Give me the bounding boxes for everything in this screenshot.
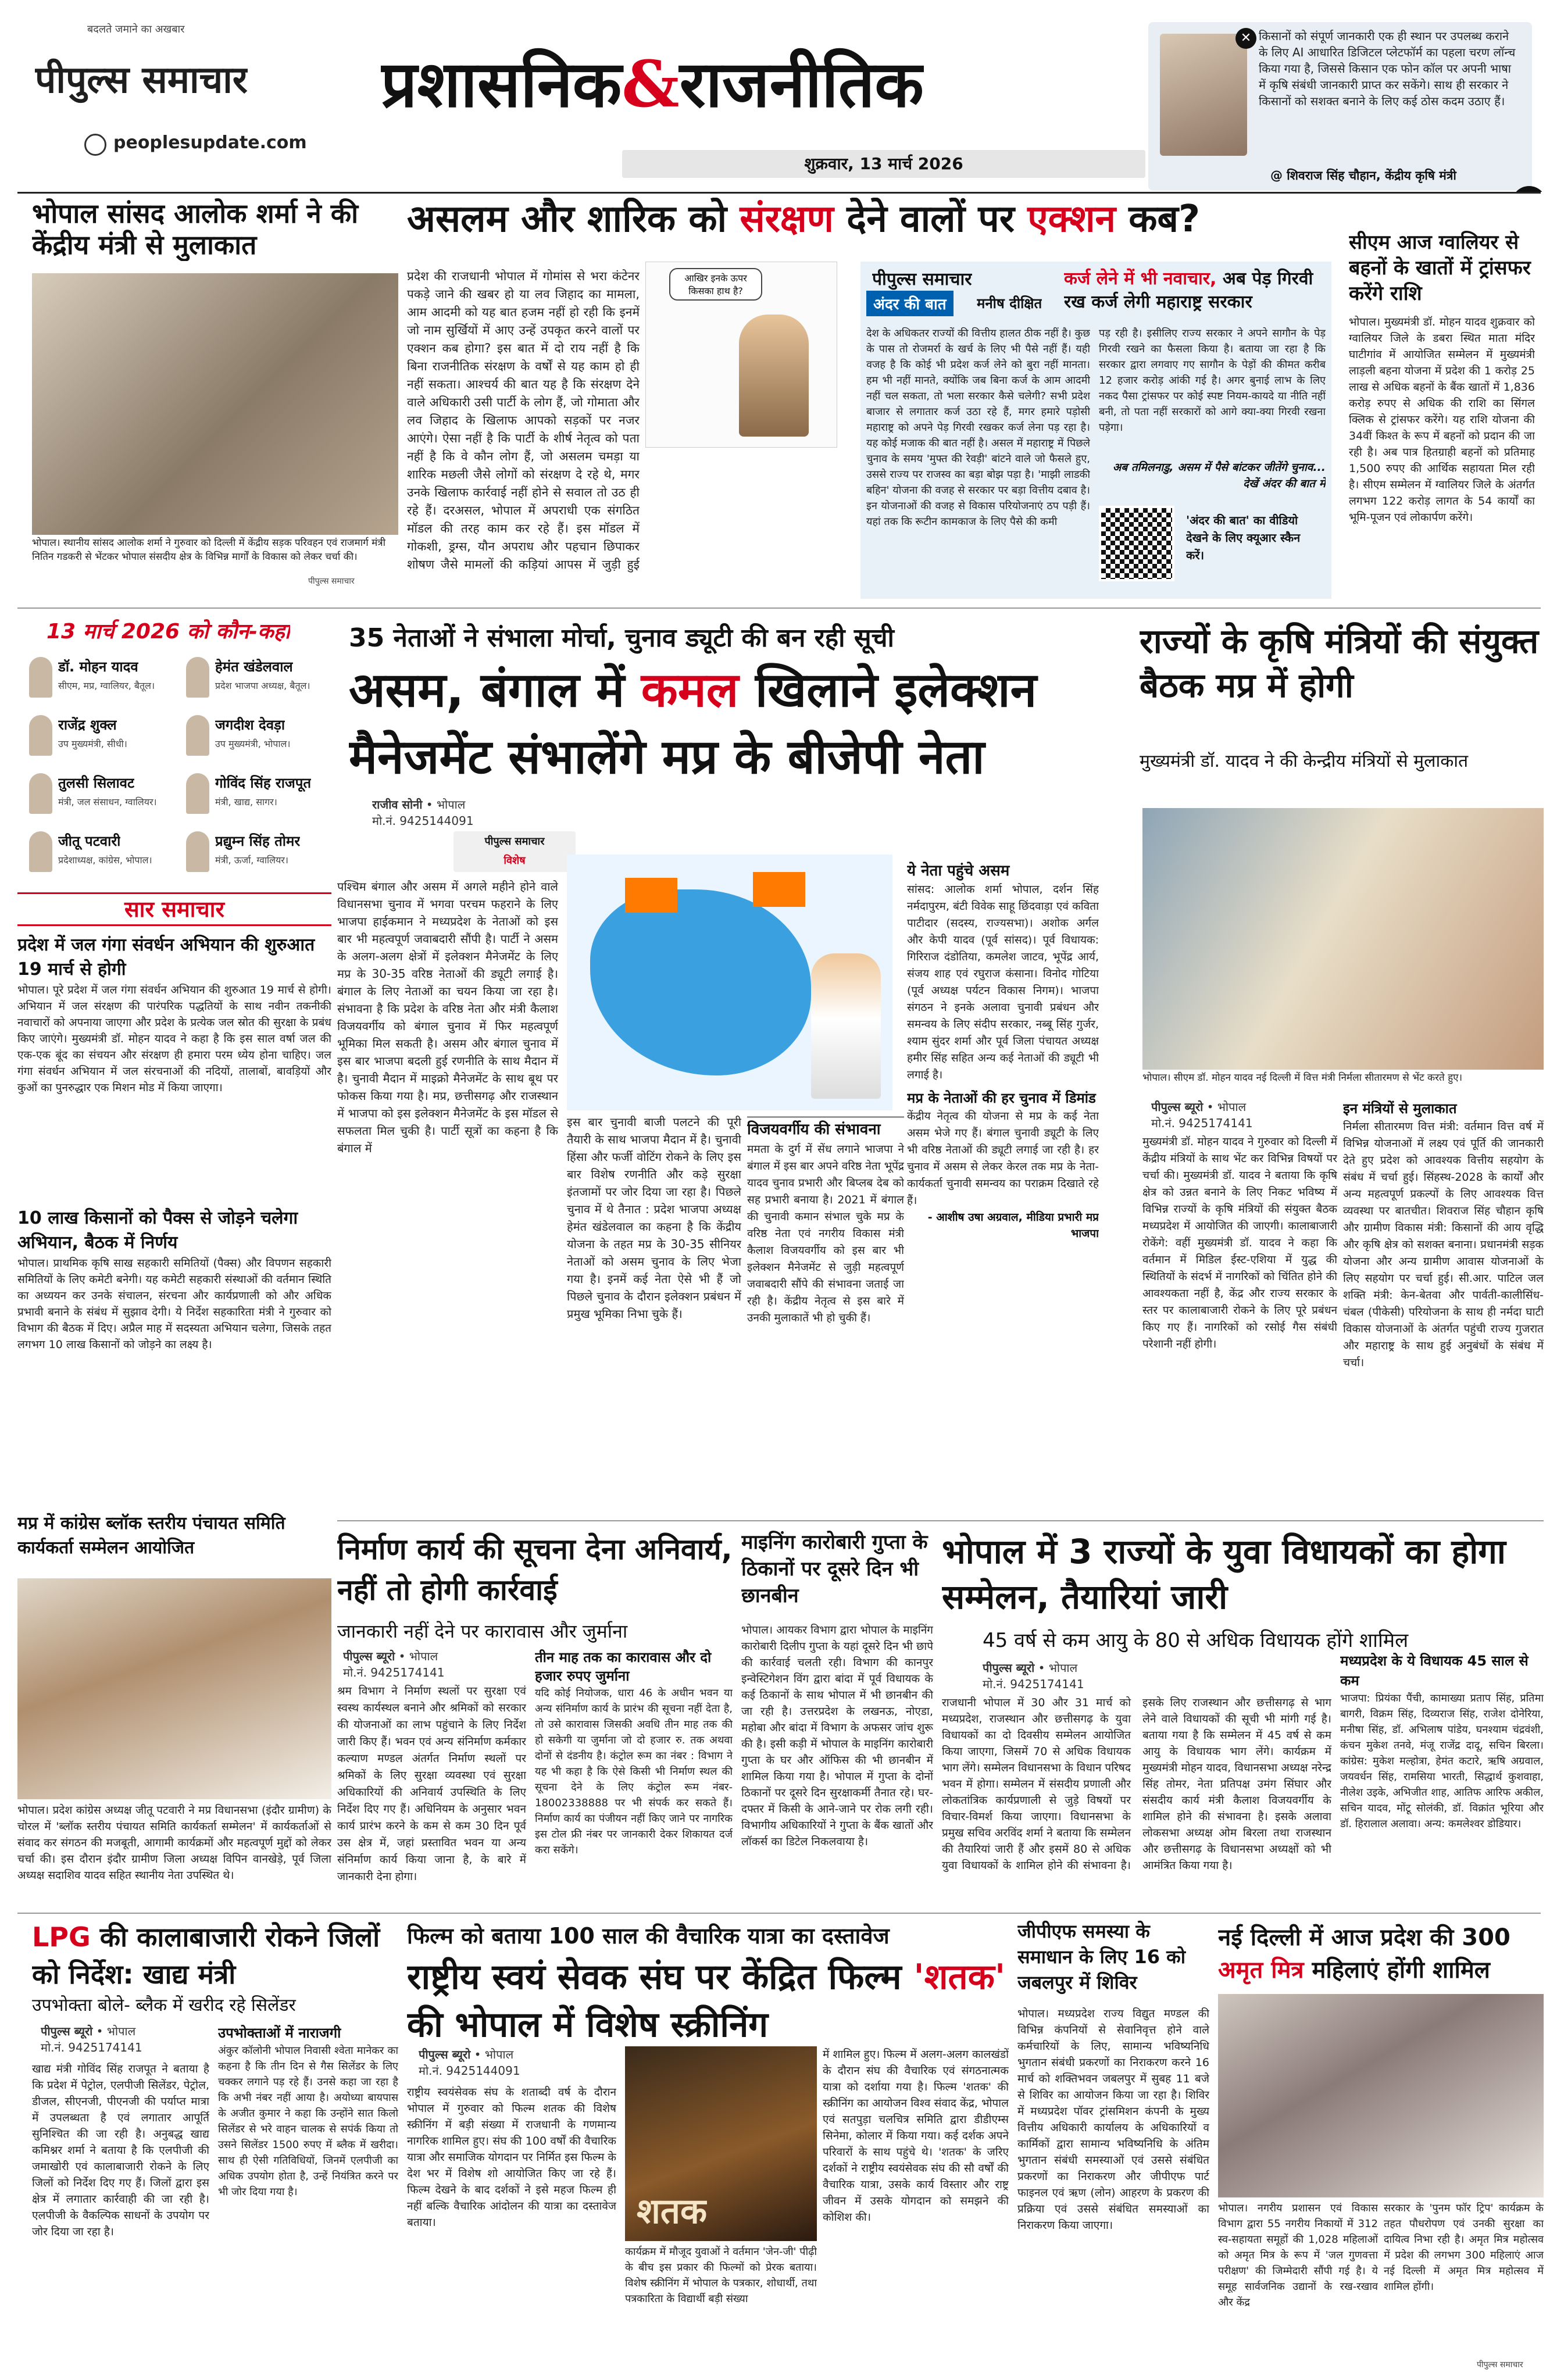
film-poster bbox=[625, 2046, 817, 2241]
schedule-place: प्रदेश भाजपा अध्यक्ष, बैतूल। bbox=[215, 680, 310, 691]
masthead bbox=[0, 0, 1557, 192]
rule-bottom-section bbox=[17, 1913, 1541, 1914]
amrit-caption: भोपाल। नगरीय प्रशासन एवं विकास विभाग द्वारा 55 नगरीय निकायों में 312 स्व-सहायता समूहों की 1,028 महिलाओं को अमृत मित्र के रूप में 'जल गुणवत्ता परीक्षण' की जिम्मेदारी सौंपी गई है। ये समूह सार्वजनिक उद्यानों के रख-रखाव और केंद्र bbox=[1218, 2202, 1378, 2308]
lead-badge-brand: पीपुल्स समाचार bbox=[484, 835, 545, 848]
s1-photo bbox=[32, 273, 398, 535]
lead-city: भोपाल bbox=[436, 798, 466, 812]
amrit-headline bbox=[1218, 1921, 1544, 1986]
sar-item-body: भोपाल। प्रदेश कांग्रेस अध्यक्ष जीतू पटवारी ने मप्र विधानसभा (इंदौर ग्रामीण) के चोरल में 'ब्लॉक स्तरीय पंचायत समिति कार्यकर्ता सम्मेलन' में कार्यकर्ताओं से संवाद कर संगठन की मजबूती, आगामी कार्यक्रमों और महत्वपूर्ण मुद्दों को लेकर चर्चा की। इस दौरान इंदौर ग्रामीण जिला अध्यक्ष विपिन वानखेड़े, पूर्व जिला अध्यक्ष सदाशिव यादव सहित स्थानीय नेता उपस्थित थे। bbox=[17, 1804, 331, 1882]
minister-photo bbox=[1160, 34, 1247, 156]
lead-headline bbox=[349, 657, 1099, 791]
amrit-headline-part2: अमृत मित्र bbox=[1218, 1957, 1304, 1984]
india-map-shape bbox=[590, 889, 811, 1075]
lead-phone: मो.नं. 9425144091 bbox=[372, 814, 474, 828]
s2-headline bbox=[407, 198, 1331, 242]
person-icon bbox=[186, 773, 209, 814]
lpg-box-body: अंकुर कॉलोनी भोपाल निवासी श्वेता मानेकर का कहना है कि तीन दिन से गैस सिलेंडर के लिए चक्कर लगाने पड़ रहे हैं। उनसे कहा जा रहा है कि अभी नंबर नहीं आया है। अयोध्या बायपास के अजीत कुमार ने कहा कि उन्होंने सात किलो सिलेंडर से भरे वाहन चालक से सपंर्क किया तो उसने सिलेंडर 1500 रुपए में ब्लैक में खरीदा। साथ ही ऐसी गतिविधियों, जिनमें एलपीजी का अधिक उपयोग होता है, उन्हें नियंत्रित करने पर भी जोर दिया गया है। bbox=[218, 2045, 398, 2198]
agri-body: मुख्यमंत्री डॉ. मोहन यादव ने गुरुवार को दिल्ली में केंद्रीय मंत्रियों के साथ भेंट कर विभिन्न विषयों पर चर्चा की। मुख्यमंत्री डॉ. यादव ने बताया कि कृषि क्षेत्र को उन्नत बनाने के लिए निकट भविष्य में विभिन्न राज्यों के कृषि मंत्रियों की संयुक्त बैठक मध्यप्रदेश में आयोजित की जाएगी। कालाबाजारी रोकेंगे: वहीं मुख्यमंत्री डॉ. यादव ने कहा कि वर्तमान में मिडिल ईस्ट-एशिया में युद्ध की स्थितियों के संदर्भ में नागरिकों को चिंतित होने की आवश्यकता नहीं है, केंद्र और राज्य सरकार के स्तर पर कालाबाजारी रोकने के लिए पूरे प्रबंधन किए गए हैं। नागरिकों को रसोई गैस संबंधी परेशानी नहीं होगी। bbox=[1142, 1135, 1337, 1350]
youth-headline: भोपाल में 3 राज्यों के युवा विधायकों का होगा सम्मेलन, तैयारियां जारी bbox=[942, 1532, 1506, 1617]
person-icon bbox=[29, 831, 52, 872]
nirman-box-title: तीन माह तक का कारावास और दो हजार रुपए जुर्माना bbox=[535, 1649, 712, 1684]
schedule-item bbox=[29, 715, 186, 767]
issue-date: शुक्रवार, 13 मार्च 2026 bbox=[804, 154, 963, 173]
agri-byline: पीपुल्स ब्यूरो • भोपाल मो.नं. 9425174141 bbox=[1151, 1100, 1253, 1130]
website-link[interactable]: peoplesupdate.com bbox=[113, 133, 307, 153]
lpg-city: भोपाल bbox=[106, 2024, 136, 2038]
youth-body: राजधानी भोपाल में 30 और 31 मार्च को मध्यप्रदेश, राजस्थान और छत्तीसगढ़ के युवा विधायकों का दो दिवसीय सम्मेलन आयोजित किया जाएगा, जिसमें 70 से अधिक विधायक भाग लेंगे। सम्मेलन विधानसभा के विधान परिषद भवन में होगा। सम्मेलन में संसदीय प्रणाली और लोकतांत्रिक कार्यप्रणाली से जुड़े विषयों पर विचार-विमर्श किया जाएगा। विधानसभा के प्रमुख सचिव अरविंद शर्मा ने बताया कि सम्मेलन की तैयारियां जारी हैं और इसमें 80 से अधिक युवा विधायकों के शामिल होने की संभावना है। इसके लिए राजस्थान और छत्तीसगढ़ से भाग लेने वाले विधायकों की सूची भी मांगी गई है। बताया गया है कि सम्मेलन में 45 वर्ष से कम आयु के विधायक भाग लेंगे। कार्यक्रम में मुख्यमंत्री मोहन यादव, विधानसभा अध्यक्ष नरेन्द्र सिंह तोमर, नेता प्रतिपक्ष उमंग सिंघार और संसदीय कार्य मंत्री कैलाश विजयवर्गीय के शामिल होने की संभावना है। इसके अलावा लोकसभा अध्यक्ष ओम बिरला तथा राजस्थान और छत्तीसगढ़ के विधानसभा अध्यक्षों को भी आमंत्रित किया गया है। bbox=[942, 1696, 1331, 1872]
nirman-box bbox=[535, 1648, 733, 1907]
person-icon bbox=[29, 657, 52, 698]
film-byline: पीपुल्स ब्यूरो • भोपाल मो.नं. 9425144091 bbox=[419, 2047, 520, 2078]
schedule-item bbox=[29, 831, 186, 884]
lead-headline-part1: असम, बंगाल में bbox=[349, 663, 641, 718]
schedule-place: मंत्री, जल संसाधन, ग्वालियर। bbox=[58, 796, 157, 807]
lpg-headline bbox=[32, 1918, 398, 1993]
lpg-box bbox=[218, 2023, 398, 2369]
lead-demand-by: - आशीष उषा अग्रवाल, मीडिया प्रभारी मप्र भाजपा bbox=[927, 1211, 1099, 1240]
film-body-1: राष्ट्रीय स्वयंसेवक संघ के शताब्दी वर्ष के दौरान भोपाल में गुरुवार को फिल्म शतक की विशेष स्क्रीनिंग में बड़ी संख्या में राजधानी के गणमान्य नागरिक शामिल हुए। संघ की 100 वर्षों की वैचारिक यात्रा और समाजिक योगदान पर निर्मित इस फिल्म के देश भर में विशेष शो आयोजित किए जा रहे हैं। फिल्म देखने के बाद दर्शकों ने इसे महज फिल्म ही नहीं बल्कि वैचारिक आंदोलन की यात्रा का दस्तावेज बताया। bbox=[407, 2086, 616, 2229]
lpg-byline-name: पीपुल्स ब्यूरो bbox=[41, 2024, 93, 2038]
schedule-place: मंत्री, खाद्य, सागर। bbox=[215, 796, 277, 807]
s1-credit: पीपुल्स समाचार bbox=[308, 577, 355, 586]
agri-caption: भोपाल। सीएम डॉ. मोहन यादव नई दिल्ली में वित्त मंत्री निर्मला सीतारमण से भेंट करते हुए। bbox=[1142, 1071, 1544, 1085]
agri-meet-title: इन मंत्रियों से मुलाकात bbox=[1343, 1100, 1457, 1117]
schedule-name: जगदीश देवड़ा bbox=[215, 717, 285, 733]
s2-headline-part3: देने वालों पर bbox=[833, 198, 1028, 241]
schedule-place: प्रदेशाध्यक्ष, कांग्रेस, भोपाल। bbox=[58, 855, 152, 866]
youth-sub: 45 वर्ष से कम आयु के 80 से अधिक विधायक होंगे शामिल bbox=[983, 1629, 1409, 1652]
gpf-body: भोपाल। मध्यप्रदेश राज्य विद्युत मण्डल की विभिन्न कंपनियों से सेवानिवृत्त होने वाले कर्मचारियों के लिए, सामान्य भविष्यनिधि भुगतान संबंधी प्रकरणों का निराकरण करने 16 मार्च को शक्तिभवन जबलपुर में सुबह 11 बजे से शिविर का आयोजन किया जा रहा है। शिविर में मध्यप्रदेश पॉवर ट्रांसमिशन कंपनी के मुख्य वित्तीय अधिकारी कार्यालय के अधिकारियों व कार्मिकों द्वारा सामान्य भविष्यनिधि के अंतिम भुगतान संबंधी समस्याओं एवं उससे संबंधित प्रकरणों का निराकरण और जीपीएफ पार्ट फाइनल एवं ऋण (लोन) आहरण के प्रकरण की प्रक्रिया एवं उससे संबंधित समस्याओं का निराकरण किया जाएगा। bbox=[1017, 2007, 1209, 2232]
schedule-item bbox=[186, 773, 343, 826]
youth-byline: पीपुल्स ब्यूरो • भोपाल मो.नं. 9425174141 bbox=[983, 1661, 1084, 1691]
s2-cartoon-figure bbox=[739, 315, 809, 437]
amrit-headline-part1: नई दिल्ली में आज प्रदेश की 300 bbox=[1218, 1924, 1510, 1951]
date-bar bbox=[622, 150, 1145, 178]
schedule-name: प्रद्युम्न सिंह तोमर bbox=[215, 833, 301, 849]
mining-body: भोपाल। आयकर विभाग द्वारा भोपाल के माइनिंग कारोबारी दिलीप गुप्ता के यहां दूसरे दिन भी छापे की कार्रवाई चलती रही। विभाग की कानपुर इन्वेस्टिगेशन विंग द्वारा बांदा में पूर्व विधायक के कई ठिकानों के साथ भोपाल में भी छानबीन की जा रही है। उत्तरप्रदेश के लखनऊ, नोएडा, महोबा और बांदा में विभाग के अफसर जांच शुरू की है। इसी कड़ी में भोपाल के माइनिंग कारोबारी गुप्ता के घर और ऑफिस की भी छानबीन में शामिल किया गया है। भोपाल में गुप्ता के दोनों ठिकानों पर दूसरे दिन सुरक्षाकर्मी तैनात रहे। घर-दफ्तर में किसी के आने-जाने पर रोक लगी रही। विभागीय अधिकारियों ने गुप्ता के बैंक खातों और लॉकर्स का डिटेल निकलवाया है। bbox=[741, 1624, 933, 1848]
section-title bbox=[381, 41, 924, 128]
schedule-item bbox=[186, 715, 343, 767]
nirman-phone: मो.नं. 9425174141 bbox=[343, 1666, 445, 1679]
sar-item-body: भोपाल। पूरे प्रदेश में जल गंगा संवर्धन अभियान की शुरुआत 19 मार्च से होगी। अभियान में जल संरक्षण की पारंपरिक पद्धतियों के साथ नवीन तकनीकी नवाचारों को अपनाया जाएगा और प्रदेश के प्रत्येक जल स्रोत की सुरक्षा के प्रबंध किए जाएंगे। मुख्यमंत्री डॉ. मोहन यादव ने कहा है कि इस साल वर्षा जल की एक-एक बूंद का संचयन और संरक्षण ही हमारा परम ध्येय होना चाहिए। जल गंगा संवर्धन अभियान में जल संरचनाओं की नदियों, तालाबों, बावड़ियों और कुओं का पुनरुद्धार एक मिशन मोड में किया जाएगा। bbox=[17, 984, 331, 1094]
nirman-city: भोपाल bbox=[409, 1649, 438, 1663]
youth-city: भोपाल bbox=[1048, 1661, 1078, 1675]
s3-headline bbox=[1064, 267, 1326, 314]
nirman-body: श्रम विभाग ने निर्माण स्थलों पर सुरक्षा एवं स्वस्थ कार्यस्थल बनाने और श्रमिकों को सरकार की योजनाओं का लाभ पहुंचाने के लिए निर्देश जारी किए हैं। भवन एवं अन्य संनिर्माण कर्मकार कल्याण मण्डल अंतर्गत निर्माण स्थलों पर श्रमिकों के लिए सुरक्षा व्यवस्था एवं सुरक्षा अधिकारियों की अनिवार्य उपस्थिति के लिए निर्देश दिए गए हैं। अधिनियम के अनुसार भवन कार्य प्रारंभ करने के कम से कम 30 दिन पूर्व उस क्षेत्र में, जहां प्रस्तावित भवन या अन्य संनिर्माण कार्य किया जाना है, के बारे में जानकारी देना होगा। bbox=[337, 1685, 526, 1883]
cartoon-figure bbox=[811, 953, 881, 1099]
agri-photo bbox=[1142, 808, 1544, 1070]
agri-headline: राज्यों के कृषि मंत्रियों की संयुक्त बैठक मप्र में होगी bbox=[1140, 621, 1539, 705]
sar-item bbox=[17, 933, 331, 1195]
quote-box bbox=[1148, 22, 1532, 191]
sar-item-head: 10 लाख किसानों को पैक्स से जोड़ने चलेगा अभियान, बैठक में निर्णय bbox=[17, 1208, 298, 1253]
s2-body: प्रदेश की राजधानी भोपाल में गोमांस से भरा कंटेनर पकड़े जाने की खबर हो या लव जिहाद का मामला, आम आदमी को यह बात हजम नहीं हो रही कि इनमें जो नाम सुर्खियों में आए उन्हें उपकृत करने वालों पर एक्शन कब होगा? इस बात में दो राय नहीं है कि बिना राजनीतिक संरक्षण के वर्षों से यह काम हो ही नहीं सकता। आश्चर्य की बात यह है कि संरक्षण देने वाले अधिकारी उसी पार्टी के लोग हैं, जो गोमाता और लव जिहाद के खिलाफ आपको सड़कों पर नजर आएंगे। ऐसा नहीं है कि पार्टी के शीर्ष नेतृत्व को पता नहीं है कि वे कौन लोग हैं, जो असलम चमड़ा या शारिक मछली जैसे लोगों को संरक्षण दे रहे थे, मगर उनके खिलाफ कार्रवाई नहीं होने से सवाल तो उठ ही रहे हैं। दरअसल, भोपाल में अपराधी एक संगठित मॉडल की तरह काम कर रहे हैं। इस मॉडल में गोकशी, ड्रग्स, यौन अपराध और पहचान छिपाकर शोषण जैसे मामलों की कड़ियां आपस में जुड़ी हुई bbox=[407, 269, 640, 571]
youth-list-box bbox=[1340, 1651, 1544, 1910]
s3-brand: पीपुल्स समाचार bbox=[872, 269, 972, 290]
s1-caption: भोपाल। स्थानीय सांसद आलोक शर्मा ने गुरुवार को दिल्ली में केंद्रीय सड़क परिवहन एवं राजमार्ग मंत्री नितिन गडकरी से भेंटकर भोपाल संसदीय क्षेत्र के विभिन्न मार्गों के विकास को लेकर चर्चा की। bbox=[32, 536, 398, 564]
schedule-place: सीएम, मप्र, ग्वालियर, बैतूल। bbox=[58, 680, 155, 691]
schedule-name: डॉ. मोहन यादव bbox=[58, 659, 138, 675]
lead-cartoon-map bbox=[567, 855, 892, 1110]
lead-assam-box bbox=[907, 860, 1099, 1517]
s3-body-2: पड़ रही है। इसीलिए राज्य सरकार ने अपने सागौन के पेड़ गिरवी रखने का फैसला किया है। बताया जा रहा है कि सरकार द्वारा लगवाए गए सागौन के पेड़ों की कीमत करीब 12 हजार करोड़ आंकी गई है। अगर बुनाई लाभ के लिए नकद पैसा ट्रांसफर पर कोई स्पष्ट नियम-कायदे या नीति नहीं बनी, तो पता नहीं सरकारों को आगे क्या-क्या गिरवी रखना पड़ेगा। bbox=[1099, 327, 1326, 434]
agri-meet-box bbox=[1343, 1099, 1544, 1514]
youth-list-title: मध्यप्रदेश के ये विधायक 45 साल से कम bbox=[1340, 1653, 1529, 1689]
youth-phone: मो.नं. 9425174141 bbox=[983, 1677, 1084, 1691]
sar-title: सार समाचार bbox=[17, 892, 331, 926]
sar-item-body: भोपाल। प्राथमिक कृषि साख सहकारी समितियों (पैक्स) और विपणन सहकारी समितियों के लिए कमेटी बनेगी। यह कमेटी सहकारी संस्थाओं की वर्तमान स्थिति का अध्ययन कर उनके संचालन, संरचना और कार्यप्रणाली को और अधिक प्रभावी बनाने के संबंध में सुझाव देगी। ये निर्देश सहकारिता मंत्री ने गुरुवार को विभाग की बैठक में दिए। अप्रैल माह में सदस्यता अभियान चलेगा, जिसके तहत लगभग 10 लाख किसानों को जोड़ने का लक्ष्य है। bbox=[17, 1257, 331, 1351]
film-headline-part2: 'शतक' bbox=[913, 1957, 1006, 1997]
bjp-flag-icon bbox=[753, 872, 805, 907]
film-byline-name: पीपुल्स ब्यूरो bbox=[419, 2047, 471, 2061]
schedule-item bbox=[29, 657, 186, 709]
s3-qr-note: 'अंदर की बात' का वीडियो देखने के लिए क्यूआर स्कैन करें। bbox=[1186, 513, 1301, 562]
schedule-name: गोविंद सिंह राजपूत bbox=[215, 775, 312, 791]
mining-headline: माइनिंग कारोबारी गुप्ता के ठिकानों पर दूसरे दिन भी छानबीन bbox=[741, 1531, 928, 1607]
amrit-photo bbox=[1218, 1994, 1544, 2197]
s3-tag: अंदर की बात bbox=[866, 291, 954, 316]
rule-top-section bbox=[17, 607, 1541, 609]
schedule-name: राजेंद्र शुक्ल bbox=[58, 717, 117, 733]
sar-item bbox=[17, 1511, 331, 1575]
youth-byline-name: पीपुल्स ब्यूरो bbox=[983, 1661, 1035, 1675]
person-icon bbox=[186, 715, 209, 756]
sar-item-head: प्रदेश में जल गंगा संवर्धन अभियान की शुरुआत 19 मार्च से होगी bbox=[17, 935, 315, 980]
film-poster-title: शतक bbox=[637, 2191, 708, 2232]
film-city: भोपाल bbox=[484, 2047, 514, 2061]
s3-headline-part1: कर्ज लेने में भी नवाचार, bbox=[1064, 269, 1223, 289]
s2-headline-part5: कब? bbox=[1115, 198, 1201, 241]
lead-body-1: पश्चिम बंगाल और असम में अगले महीने होने वाले विधानसभा चुनाव में भगवा परचम फहराने के लिए भाजपा हाईकमान ने मध्यप्रदेश के नेताओं को इस बार भी महत्वपूर्ण जवाबदारी सौंपी है। पार्टी ने असम के अलग-अलग क्षेत्रों में इलेक्शन मैनेजमेंट के लिए मप्र के 30-35 वरिष्ठ नेताओं की ड्यूटी लगाई है। बंगाल के लिए नेताओं का चयन किया जा रहा है। संभावना है कि प्रदेश के वरिष्ठ नेता और मंत्री कैलाश विजयवर्गीय को बंगाल चुनाव में फिर महत्वपूर्ण भूमिका मिल सकती है। असम और बंगाल चुनाव में इस बार भाजपा बदली हुई रणनीति के साथ मैदान में है। चुनावी मैदान में माइक्रो मैनेजमेंट के साथ बूथ पर फोकस किया गया है। मप्र, छत्तीसगढ़ और राजस्थान में भाजपा को इस इलेक्शन मैनेजमेंट के इस मॉडल से सफलता मिल चुकी है। पार्टी सूत्रों का कहना है कि बंगाल में bbox=[337, 880, 558, 1155]
agri-phone: मो.नं. 9425174141 bbox=[1151, 1116, 1253, 1130]
lead-side-title: विजयवर्गीय की संभावना bbox=[747, 1121, 881, 1138]
lead-badge-sub: विशेष bbox=[503, 855, 526, 867]
quote-text: किसानों को संपूर्ण जानकारी एक ही स्थान पर उपलब्ध कराने के लिए AI आधारित डिजिटल प्लेटफॉर्म का पहला चरण लॉन्च किया गया है, जिससे किसान एक फोन कॉल पर अपनी भाषा में कृषि संबंधी जानकारी प्राप्त कर सकेंगे। साथ ही सरकार ने किसानों को सशक्त बनाने के लिए कई ठोस कदम उठाए हैं। bbox=[1259, 29, 1516, 108]
agri-sub: मुख्यमंत्री डॉ. यादव ने की केन्द्रीय मंत्रियों से मुलाकात bbox=[1140, 751, 1469, 771]
agri-byline-name: पीपुल्स ब्यूरो bbox=[1151, 1100, 1204, 1114]
s2-headline-part4: एक्शन bbox=[1027, 198, 1116, 241]
film-caption: कार्यक्रम में मौजूद युवाओं ने वर्तमान 'जेन-जी' पीढ़ी के बीच इस प्रकार की फिल्मों को प्रेरक बताया। विशेष स्क्रीनिंग में भोपाल के पत्रकार, शोधार्थी, तथा पत्रकारिता के विद्यार्थी बड़ी संख्या bbox=[625, 2246, 817, 2305]
schedule-item bbox=[29, 773, 186, 826]
schedule-name: तुलसी सिलावट bbox=[58, 775, 135, 791]
lpg-body: खाद्य मंत्री गोविंद सिंह राजपूत ने बताया है कि प्रदेश में पेट्रोल, एलपीजी सिलेंडर, पेट्रोल, डीजल, सीएनजी, पीएनजी की पर्याप्त मात्रा में उपलब्धता है एवं लगातार आपूर्ति सुनिश्चित की जा रही है। अनुबद्ध खाद्य कमिश्नर शर्मा ने बताया है कि एलपीजी की जमाखोरी एवं कालाबाजारी रोकने के लिए जिलों को निर्देश दिए गए हैं। जिलों द्वारा इस क्षेत्र में लगातार कार्रवाही की जा रही है। एलपीजी के वैकल्पिक साधनों के उपयोग पर जोर दिया जा रहा है। bbox=[32, 2063, 209, 2238]
nirman-byline-name: पीपुल्स ब्यूरो bbox=[343, 1649, 395, 1663]
s4-headline: सीएम आज ग्वालियर से बहनों के खातों में ट्रांसफर करेंगे राशि bbox=[1349, 231, 1531, 305]
person-icon bbox=[186, 831, 209, 872]
amrit-body: सरकार के 'पुनम फॉर ट्रिप' कार्यक्रम के तहत पौधरोपण एवं उनकी सुरक्षा का दायित्व निभा रही है। अमृत मित्र महोत्सव में प्रदेश की लगभग 300 महिलाएं आज नई दिल्ली में अमृत मित्र महोत्सव में शामिल होंगी। bbox=[1384, 2202, 1544, 2293]
lead-kicker: 35 नेताओं ने संभाला मोर्चा, चुनाव ड्यूटी की बन रही सूची bbox=[349, 623, 894, 653]
s2-body-col3 bbox=[645, 459, 837, 593]
masthead-rule bbox=[17, 192, 1541, 194]
film-phone: मो.नं. 9425144091 bbox=[419, 2064, 520, 2078]
lpg-box-title: उपभोक्ताओं में नाराजगी bbox=[218, 2025, 341, 2041]
lead-author: राजीव सोनी bbox=[372, 798, 423, 812]
s3-headline-part2: अब पेड़ गिरवी रख कर्ज लेगी महाराष्ट्र सरकार bbox=[1064, 269, 1313, 312]
film-headline-part3: की भोपाल में विशेष स्क्रीनिंग bbox=[407, 2004, 769, 2045]
lead-demand-body: केंद्रीय नेतृत्व की योजना से मप्र के कई नेता असम भेजे गए हैं। बंगाल चुनावी ड्यूटी के लिए भी वरिष्ठ नेताओं की ड्यूटी लगाई जा रही है। हर चुनाव में असम से लेकर केरल तक मप्र के नेता-कार्यकर्ता चुनावी समन्वय का पराक्रम दिखाते रहे हैं। bbox=[907, 1110, 1099, 1207]
amrit-credit: पीपुल्स समाचार bbox=[1477, 2360, 1523, 2370]
lpg-headline-part1: LPG bbox=[32, 1921, 91, 1953]
nirman-byline: पीपुल्स ब्यूरो • भोपाल मो.नं. 9425174141 bbox=[343, 1649, 445, 1679]
x-icon: ✕ bbox=[1235, 28, 1256, 49]
schedule-place: उप मुख्यमंत्री, सीधी। bbox=[58, 738, 127, 749]
person-icon bbox=[29, 715, 52, 756]
agri-city: भोपाल bbox=[1217, 1100, 1247, 1114]
lead-assam-title: ये नेता पहुंचे असम bbox=[907, 862, 1010, 880]
schedule-name: जीतू पटवारी bbox=[58, 833, 121, 849]
schedule-place: मंत्री, ऊर्जा, ग्वालियर। bbox=[215, 855, 288, 866]
globe-icon bbox=[84, 134, 106, 156]
bjp-flag-icon bbox=[625, 878, 677, 913]
lpg-byline: पीपुल्स ब्यूरो • भोपाल मो.नं. 9425174141 bbox=[41, 2024, 142, 2054]
lpg-phone: मो.नं. 9425174141 bbox=[41, 2040, 142, 2054]
lead-headline-part3: खिलाने इलेक्शन मैनेजमेंट संभालेंगे मप्र के बीजेपी नेता bbox=[349, 663, 1037, 785]
rule-mid-section bbox=[337, 1520, 1544, 1521]
s3-closing: अब तमिलनाडु, असम में पैसे बांटकर जीतेंगे चुनाव... देखें अंदर की बात में bbox=[1112, 461, 1326, 490]
section-title-amp: & bbox=[622, 47, 680, 121]
film-kicker: फिल्म को बताया 100 साल की वैचारिक यात्रा का दस्तावेज bbox=[407, 1923, 890, 1949]
s1-headline: भोपाल सांसद आलोक शर्मा ने की केंद्रीय मंत्री से मुलाकात bbox=[32, 198, 359, 261]
lead-byline: राजीव सोनी • भोपाल मो.नं. 9425144091 bbox=[372, 798, 474, 828]
film-headline bbox=[407, 1953, 1012, 2049]
lpg-headline-part2: की कालाबाजारी रोकने जिलों को निर्देश: खाद्य मंत्री bbox=[32, 1921, 380, 1990]
sar-item-head: मप्र में कांग्रेस ब्लॉक स्तरीय पंचायत समिति कार्यकर्ता सम्मेलन आयोजित bbox=[17, 1513, 285, 1558]
s2-headline-part1: असलम और शारिक को bbox=[407, 198, 740, 241]
schedule-box bbox=[17, 616, 343, 884]
lead-assam-body: सांसद: आलोक शर्मा भोपाल, दर्शन सिंह नर्मदापुरम, बंटी विवेक साहू छिंदवाड़ा एवं कविता पाटीदार (सदस्य, राज्यसभा)। अशोक अर्गल और केपी यादव (पूर्व सांसद)। पूर्व विधायक: गिरिराज दंडोतिया, कमलेश जाटव, भूपेंद्र आर्य, संजय शाह एवं रघुराज कंसाना। विनोद गोटिया (पूर्व अध्यक्ष पर्यटन विकास निगम)। भाजपा संगठन ने इनके अलावा चुनावी प्रबंधन और समन्वय के लिए संदीप सरकार, नब्बू सिंह गुर्जर, श्याम सुंदर शर्मा और पूर्व जिला पंचायत अध्यक्ष हमीर सिंह सहित अन्य कई नेताओं की ड्यूटी भी लगाई है। bbox=[907, 883, 1099, 1081]
gpf-headline: जीपीएफ समस्या के समाधान के लिए 16 को जबलपुर में शिविर bbox=[1017, 1920, 1185, 1993]
nirman-sub: जानकारी नहीं देने पर कारावास और जुर्माना bbox=[337, 1620, 628, 1642]
film-body-2: में शामिल हुए। फिल्म में अलग-अलग कालखंडों के दौरान संघ की वैचारिक एवं संगठनात्मक यात्रा को दर्शाया गया है। फिल्म 'शतक' की स्क्रीनिंग का आयोजन विश्व संवाद केंद्र, भोपाल एवं सतपुड़ा चलचित्र समिति द्वारा डीडीएम्स सिनेमा, कोलार में किया गया। कई दर्शक अपने परिवारों के साथ पहुंचे थे। 'शतक' के जरिए दर्शकों ने राष्ट्रीय स्वयंसेवक संघ की सौ वर्षों की वैचारिक यात्रा, उसके कार्य विस्तार और राष्ट्र जीवन में उसके योगदान को समझने की कोशिश की। bbox=[823, 2048, 1009, 2224]
brand-logo[interactable]: पीपुल्स समाचार bbox=[35, 59, 248, 102]
section-title-part2: राजनीतिक bbox=[679, 47, 924, 121]
lead-side-box bbox=[747, 1116, 904, 1511]
schedule-item bbox=[186, 657, 343, 709]
s3-body-1: देश के अधिकतर राज्यों की वित्तीय हालत ठीक नहीं है। कुछ के पास तो रोजमर्रा के खर्च के लिए भी पैसे नहीं हैं। यही वजह है कि कोई भी प्रदेश कर्ज लेने को बुरा नहीं मानता। हम भी नहीं मानते, क्योंकि जब बिना कर्ज के आम आदमी नहीं चल सकता, तो भला सरकार कैसे चलेगी? सभी प्रदेश बाजार से लगातार कर्ज उठा रहे हैं, मगर हमारे पड़ोसी महाराष्ट्र को अपने पेड़ गिरवी रखकर कर्ज लेना पड़ रहा है। यह कोई मजाक की बात नहीं है। असल में महाराष्ट्र में पिछले चुनाव के समय 'मुफ्त की रेवड़ी' बांटने वाले जो फैसले हुए, उससे राज्य पर राजस्व का बड़ा बोझ पड़ा है। 'माझी लाडकी बहिन' योजना की वजह से सरकार पर बड़ा वित्तीय दबाव है। इन योजनाओं की वजह से विकास परियोजनाएं ठप पड़ी हैं। यहां तक कि रूटीन कामकाज के लिए पैसे की कमी bbox=[866, 327, 1090, 528]
section-title-part1: प्रशासनिक bbox=[381, 47, 622, 121]
schedule-item bbox=[186, 831, 343, 884]
s4-body: भोपाल। मुख्यमंत्री डॉ. मोहन यादव शुक्रवार को ग्वालियर जिले के डबरा स्थित माता मंदिर घाटीगांव में आयोजित सम्मेलन में मुख्यमंत्री लाड़ली बहना योजना में प्रदेश की 1 करोड़ 25 लाख से अधिक बहनों के बैंक खातों में 1,836 करोड़ रुपए से अधिक की राशि का सिंगल क्लिक से ट्रांसफर करेंगे। यह राशि योजना की 34वीं किश्त के रूप में बहनों को प्रदान की जा रही है। अब पात्र हितग्राही बहनों को प्रतिमाह 1,500 रुपए की आर्थिक सहायता मिल रही है। सीएम सम्मेलन में ग्वालियर जिले के अंतर्गत लगभग 122 करोड़ लागत के 54 कार्यों का भूमि-पूजन एवं लोकार्पण करेंगे। bbox=[1349, 316, 1535, 524]
amrit-headline-part3: महिलाएं होंगी शामिल bbox=[1304, 1957, 1490, 1984]
agri-meet-body: निर्मला सीतारमण वित्त मंत्री: वर्तमान वित्त वर्ष में विभिन्न योजनाओं में लक्ष्य एवं पूर्ति की जानकारी देते हुए प्रदेश को आवश्यक वित्तीय सहयोग के संबंध में चर्चा हुई। सिंहस्थ-2028 के कार्यों और अन्य महत्वपूर्ण प्रकल्पों के लिए आवश्यक वित्त व्यवस्था पर बातचीत। शिवराज सिंह चौहान कृषि और ग्रामीण विकास मंत्री: किसानों की आय वृद्धि और कृषि क्षेत्र को सशक्त बनाना। प्रधानमंत्री सड़क योजना और अन्य ग्रामीण आवास योजनाओं के लिए सहयोग पर चर्चा हुई। सी.आर. पाटिल जल शक्ति मंत्री: केन-बेतवा और पार्वती-कालीसिंध-चंबल (पीकेसी) परियोजना के साथ ही नर्मदा घाटी विकास योजनाओं के अंतर्गत पहुंची राज्य गुजरात और महाराष्ट्र के साथ हुई अनुबंधों के संबंध में चर्चा। bbox=[1343, 1120, 1544, 1369]
lpg-sub: उपभोक्ता बोले- ब्लैक में खरीद रहे सिलेंडर bbox=[32, 1995, 296, 2016]
s3-author: मनीष दीक्षित bbox=[977, 295, 1042, 312]
schedule-title: 13 मार्च 2026 को कौन-कहां bbox=[47, 620, 291, 644]
person-icon bbox=[29, 773, 52, 814]
lead-headline-part2: कमल bbox=[641, 663, 739, 718]
film-headline-part1: राष्ट्रीय स्वयं सेवक संघ पर केंद्रित फिल्म bbox=[407, 1957, 914, 1997]
lead-demand-title: मप्र के नेताओं की हर चुनाव में डिमांड bbox=[907, 1090, 1096, 1106]
schedule-place: उप मुख्यमंत्री, भोपाल। bbox=[215, 738, 291, 749]
s2-headline-part2: संरक्षण bbox=[740, 198, 834, 241]
nirman-headline: निर्माण कार्य की सूचना देना अनिवार्य, नहीं तो होगी कार्रवाई bbox=[337, 1532, 733, 1607]
masthead-tagline: बदलते जमाने का अखबार bbox=[87, 23, 185, 35]
youth-list-body: भाजपा: प्रियंका पैंची, कामाख्या प्रताप सिंह, प्रतिमा बागरी, विक्रम सिंह, दिव्यराज सिंह, राजेश दोनेरिया, मनीषा सिंह, डॉ. अभिलाष पांडेय, घनश्याम चंद्रवंशी, कंचन मुकेश तनवे, मंजू राजेंद्र दादू, सचिन बिरला। कांग्रेस: मुकेश मल्होत्रा, हेमंत कटारे, ऋषि अग्रवाल, जयवर्धन सिंह, रामसिया भारती, सिद्धार्थ कुशवाहा, नीलेश उइके, अभिजीत शाह, आतिफ आरिफ अकील, सचिन यादव, मोंटू सोलंकी, डॉ. विक्रांत भूरिया और डॉ. हिरालाल अलावा। अन्य: कमलेश्वर डोडियार। bbox=[1340, 1692, 1544, 1830]
sar-photo bbox=[17, 1578, 331, 1799]
lead-body-2: इस बार चुनावी बाजी पलटने की पूरी तैयारी के साथ भाजपा मैदान में है। चुनावी हिंसा और फर्जी वोटिंग रोकने के लिए इस बार विशेष रणनीति और कड़े सुरक्षा इंतजामों पर जोर दिया जा रहा है। पिछले चुनाव में थे तैनात : प्रदेश भाजपा अध्यक्ष हेमंत खंडेलवाल का कहना है कि केंद्रीय योजना के तहत मप्र के 30-35 सीनियर नेताओं को असम चुनाव के लिए भेजा गया है। इनमें कई नेता ऐसे भी हैं जो पिछले चुनाव के दौरान इलेक्शन प्रबंधन में प्रमुख भूमिका निभा चुके हैं। bbox=[567, 1115, 741, 1321]
nirman-box-body: यदि कोई नियोजक, धारा 46 के अधीन भवन या अन्य संनिर्माण कार्य के प्रारंभ की सूचना नहीं देता है, तो उसे कारावास जिसकी अवधि तीन माह तक की हो सकेगी या जुर्माना जो दो हजार रु. तक अथवा दोनों से दंडनीय है। कंट्रोल रूम का नंबर : विभाग ने यह भी कहा है कि ऐसे किसी भी निर्माण स्थल की सूचना देने के लिए कंट्रोल रूम नंबर- 18002338888 पर भी संपर्क कर सकते हैं। निर्माण कार्य का पंजीयन नहीं किए जाने पर नागरिक इस टोल फ्री नंबर पर जानकारी देकर शिकायत दर्ज करा सकेंगे। bbox=[535, 1687, 733, 1856]
lead-side-body: ममता के दुर्ग में सेंध लगाने भाजपा ने बंगाल में इस बार अपने वरिष्ठ नेता भूपेंद्र यादव चुनाव प्रभारी और बिप्लब देब को सह प्रभारी बनाया है। 2021 में बंगाल की चुनावी कमान संभाल चुके मप्र के वरिष्ठ नेता एवं नगरीय विकास मंत्री कैलाश विजयवर्गीय को इस बार भी इलेक्शन मैनेजमेंट से जुड़ी महत्वपूर्ण जवाबदारी सौंपे की संभावना जताई जा रही है। केंद्रीय नेतृत्व से इस बारे में उनकी मुलाकातें भी हो चुकी हैं। bbox=[747, 1143, 904, 1324]
schedule-name: हेमंत खंडेलवाल bbox=[215, 659, 293, 675]
person-icon bbox=[186, 657, 209, 698]
sar-item bbox=[17, 1206, 331, 1491]
quote-byline: @ शिवराज सिंह चौहान, केंद्रीय कृषि मंत्री bbox=[1270, 169, 1456, 183]
lead-badge bbox=[453, 831, 576, 872]
s2-cartoon-bubble: आखिर इनके ऊपर किसका हाथ है? bbox=[669, 268, 762, 301]
s3-qr-code[interactable] bbox=[1099, 506, 1174, 581]
s2-cartoon bbox=[645, 262, 837, 448]
